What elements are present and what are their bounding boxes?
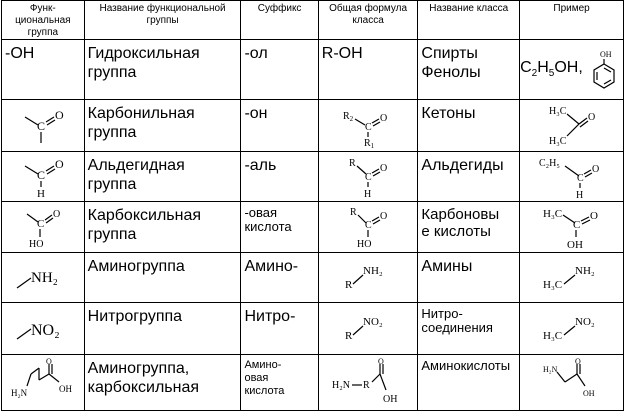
svg-text:C: C <box>365 121 372 133</box>
svg-text:HO: HO <box>28 239 44 250</box>
carbonyl-group-icon <box>13 103 73 149</box>
nitro-group-icon <box>11 309 75 349</box>
svg-text:NH₂: NH₂ <box>30 269 58 286</box>
svg-text:O: O <box>587 111 595 123</box>
svg-text:R: R <box>350 207 357 218</box>
amino-acid-formula-icon <box>328 358 408 408</box>
svg-text:H₃C: H₃C <box>548 135 566 147</box>
example-cell <box>520 303 624 355</box>
glycine-structure-icon <box>527 358 617 408</box>
table-row <box>2 40 624 100</box>
amino-acid-group-icon <box>7 358 79 408</box>
svg-text:H: H <box>364 188 372 200</box>
svg-text:O: O <box>54 107 64 122</box>
aldehyde-group-icon <box>13 154 73 200</box>
formula-cell <box>318 253 418 303</box>
class-cell: Альдегиды <box>418 152 520 202</box>
acetic-acid-structure-icon <box>527 203 617 251</box>
svg-text:C: C <box>365 220 372 231</box>
svg-text:H₃C: H₃C <box>542 278 562 291</box>
ketone-formula-icon <box>333 103 403 149</box>
svg-text:R2: $R_2$ <box>343 110 354 123</box>
svg-text:NH₂: NH₂ <box>574 264 595 277</box>
svg-text:R: R <box>345 329 353 342</box>
amine-formula-icon <box>333 258 403 298</box>
svg-text:OH: OH <box>383 393 398 405</box>
acetone-structure-icon <box>527 102 617 150</box>
svg-text:R1: $R_1$ <box>364 137 375 149</box>
formula-cell <box>318 152 418 202</box>
svg-text:O: O <box>378 357 384 366</box>
svg-text:R: R <box>349 157 356 169</box>
svg-text:OH: OH <box>599 49 612 59</box>
name-cell: Карбоксильная группа <box>84 202 241 253</box>
svg-text:NO₂: NO₂ <box>363 315 383 328</box>
example-cell <box>520 100 624 152</box>
methylamine-structure-icon <box>527 258 617 298</box>
svg-text:H: H <box>575 189 583 200</box>
name-cell: Гидроксильная группа <box>84 40 241 100</box>
suffix-cell: Амино- <box>241 253 318 303</box>
table-row <box>2 303 624 355</box>
name-cell: Альдегидная группа <box>84 152 241 202</box>
svg-text:HO: HO <box>357 239 372 250</box>
example-cell <box>520 355 624 411</box>
suffix-cell: -аль <box>241 152 318 202</box>
formula-cell <box>318 100 418 152</box>
nitro-compound-formula-icon <box>333 309 403 349</box>
svg-text:H₃C: H₃C <box>542 329 562 342</box>
svg-text:H₃C: H₃C <box>542 208 562 220</box>
header-functional-group: Функ- циональная группа <box>2 1 85 40</box>
suffix-cell: -овая кислота <box>241 202 318 253</box>
group-cell <box>2 202 85 253</box>
table-row <box>2 152 624 202</box>
header-group-name: Название функциональной группы <box>84 1 241 40</box>
formula-cell <box>318 202 418 253</box>
class-cell: Спирты Фенолы <box>418 40 520 100</box>
class-cell: Аминокислоты <box>418 355 520 411</box>
class-cell: Нитро- соединения <box>418 303 520 355</box>
svg-text:C: C <box>576 172 584 184</box>
svg-text:O: O <box>54 156 64 171</box>
svg-text:O: O <box>574 357 581 366</box>
suffix-cell: Амино- овая кислота <box>241 355 318 411</box>
svg-text:O: O <box>380 211 388 222</box>
svg-text:R: R <box>363 379 370 391</box>
svg-text:H₂N: H₂N <box>542 364 557 374</box>
functional-groups-table <box>1 0 624 411</box>
svg-text:H₂N: H₂N <box>332 379 351 391</box>
svg-text:O: O <box>380 162 388 174</box>
ethanol-phenol-example <box>520 48 623 92</box>
group-cell: -ОН <box>2 40 85 100</box>
group-cell <box>2 253 85 303</box>
svg-text:C₂H₅: C₂H₅ <box>538 157 560 169</box>
group-cell <box>2 303 85 355</box>
header-row <box>2 1 624 40</box>
aldehyde-formula-icon <box>333 154 403 200</box>
name-cell: Аминогруппа, карбоксильная <box>84 355 241 411</box>
svg-text:C: C <box>365 171 372 183</box>
svg-text:H: H <box>36 187 45 200</box>
example-cell <box>520 253 624 303</box>
svg-text:OH: OH <box>566 239 583 251</box>
suffix-cell: -ол <box>241 40 318 100</box>
svg-text:NH₂: NH₂ <box>363 264 383 277</box>
svg-text:O: O <box>45 357 52 366</box>
formula-cell: R-OH <box>318 40 418 100</box>
header-suffix: Суффикс <box>241 1 318 40</box>
svg-text:NO₂: NO₂ <box>30 321 60 339</box>
svg-text:H₂N: H₂N <box>10 387 27 398</box>
ethanol-formula: $C_2H_5OH$, <box>520 59 583 80</box>
class-cell: Кетоны <box>418 100 520 152</box>
carboxyl-group-icon <box>13 204 73 250</box>
suffix-cell: Нитро- <box>241 303 318 355</box>
header-general-formula: Общая формула класса <box>318 1 418 40</box>
svg-text:C: C <box>36 218 45 230</box>
group-cell <box>2 355 85 411</box>
svg-text:O: O <box>591 163 599 175</box>
svg-text:R: R <box>345 278 353 291</box>
class-cell: Амины <box>418 253 520 303</box>
svg-text:O: O <box>52 209 61 220</box>
table-row <box>2 100 624 152</box>
name-cell: Карбонильная группа <box>84 100 241 152</box>
svg-text:OH: OH <box>58 383 72 394</box>
example-cell <box>520 152 624 202</box>
formula-cell <box>318 355 418 411</box>
carboxylic-acid-formula-icon <box>333 204 403 250</box>
table-row <box>2 355 624 411</box>
name-cell: Аминогруппа <box>84 253 241 303</box>
svg-text:C: C <box>572 219 580 231</box>
phenol-structure-icon <box>589 48 619 92</box>
example-cell <box>520 40 624 100</box>
name-cell: Нитрогруппа <box>84 303 241 355</box>
svg-text:C: C <box>36 167 45 182</box>
group-cell <box>2 100 85 152</box>
svg-text:H₃C: H₃C <box>548 105 566 117</box>
header-example: Пример <box>520 1 624 40</box>
table-row <box>2 202 624 253</box>
svg-text:O: O <box>380 112 388 124</box>
table-row <box>2 253 624 303</box>
nitromethane-structure-icon <box>527 309 617 349</box>
svg-text:NO₂: NO₂ <box>574 315 595 328</box>
class-cell: Карбоновы е кислоты <box>418 202 520 253</box>
svg-text:O: O <box>589 210 598 222</box>
group-cell <box>2 152 85 202</box>
svg-text:C: C <box>36 118 45 133</box>
header-class-name: Название класса <box>418 1 520 40</box>
svg-text:OH: OH <box>582 388 595 398</box>
formula-cell <box>318 303 418 355</box>
propanal-structure-icon <box>527 154 617 200</box>
example-cell <box>520 202 624 253</box>
suffix-cell: -он <box>241 100 318 152</box>
amino-group-icon <box>11 258 75 298</box>
